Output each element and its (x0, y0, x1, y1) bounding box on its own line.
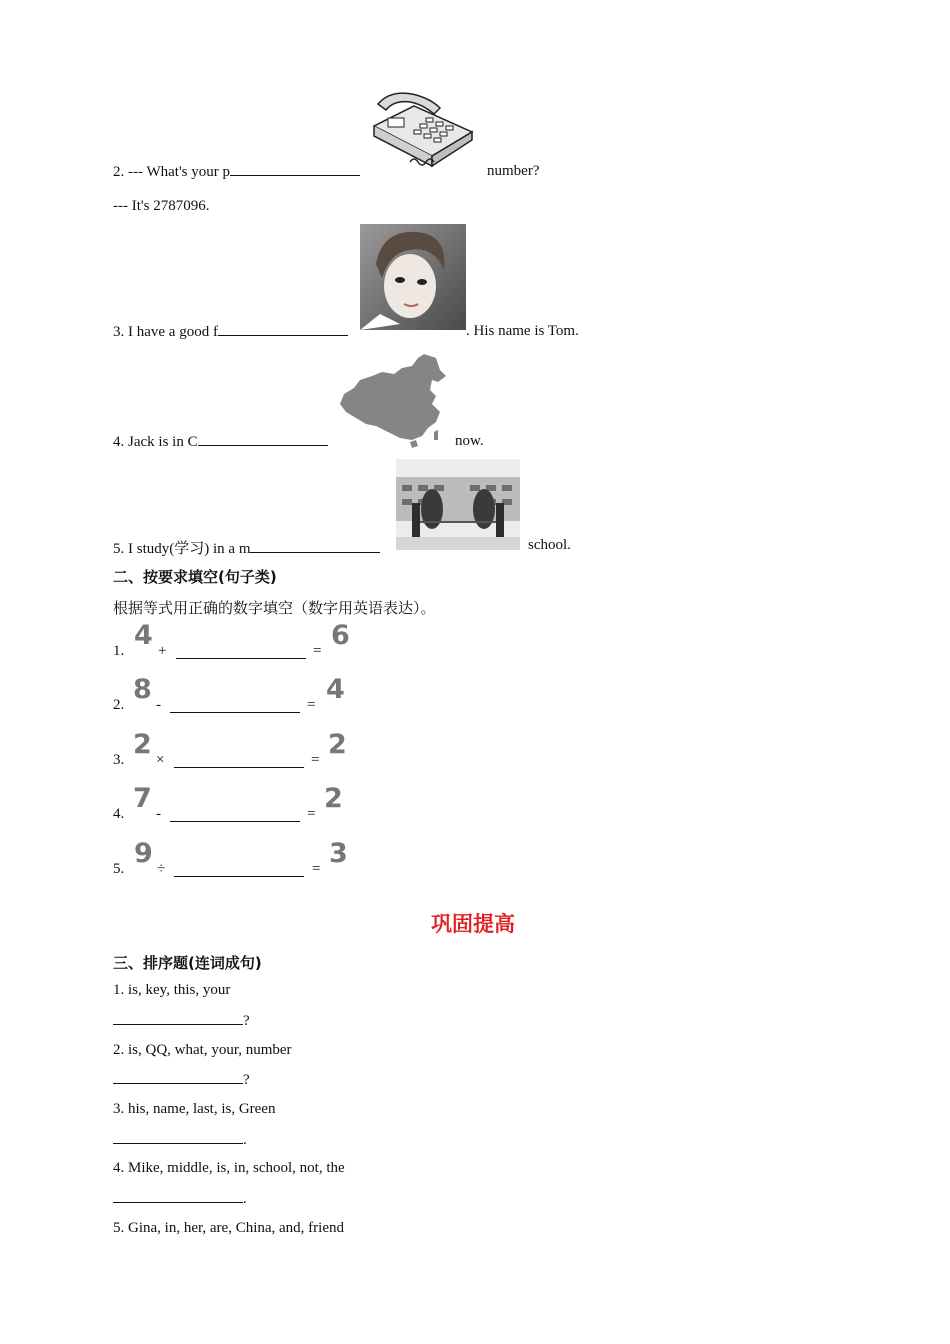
equation-1-equals: = (313, 643, 322, 659)
equation-3-number: 3. (113, 752, 125, 768)
answer-blank-2[interactable] (230, 163, 360, 176)
answer-blank-5[interactable] (250, 540, 380, 553)
reorder-item-3-answer (113, 1131, 247, 1149)
equation-5-operator: ÷ (157, 861, 166, 877)
question-3-prefix: 3. I have a good f (113, 324, 218, 340)
equation-4-right-digit: 2 (324, 783, 343, 814)
reorder-blank-1[interactable] (113, 1012, 243, 1025)
equation-4-number: 4. (113, 806, 125, 822)
question-5 (113, 537, 380, 558)
equation-3-right-digit: 2 (328, 729, 347, 760)
equation-1-left-digit: 4 (134, 620, 153, 651)
question-2-reply: --- It's 2787096. (113, 198, 210, 214)
answer-blank-4[interactable] (198, 433, 328, 446)
question-5-prefix: 5. I study(学习) in a m (113, 541, 251, 557)
equation-2-right-digit: 4 (326, 674, 345, 705)
reorder-item-4-end: . (243, 1191, 247, 1207)
reorder-item-2-words: 2. is, QQ, what, your, number (113, 1042, 292, 1058)
equation-1-right-digit: 6 (331, 620, 350, 651)
equation-1-blank[interactable] (176, 646, 306, 659)
reorder-item-3-end: . (243, 1132, 247, 1148)
question-2-prefix: 2. --- What's your p (113, 164, 230, 180)
friend-photo (360, 224, 466, 330)
question-4-suffix: now. (455, 433, 484, 449)
reorder-blank-4[interactable] (113, 1190, 243, 1203)
equation-4-operator: - (156, 806, 161, 822)
equation-5-equals: = (312, 861, 321, 877)
question-2-suffix: number? (487, 163, 540, 179)
telephone-icon (370, 88, 478, 168)
reorder-item-2-answer (113, 1071, 250, 1089)
reorder-item-1-answer (113, 1012, 250, 1030)
reorder-item-1-words: 1. is, key, this, your (113, 982, 231, 998)
equation-1-number: 1. (113, 643, 125, 659)
question-3-suffix: . His name is Tom. (466, 323, 579, 339)
question-5-suffix: school. (528, 537, 571, 553)
school-photo (396, 459, 520, 550)
equation-4-blank[interactable] (170, 809, 300, 822)
reorder-item-1-end: ? (243, 1013, 250, 1029)
equation-3-left-digit: 2 (133, 729, 152, 760)
equation-3-blank[interactable] (174, 755, 304, 768)
equation-2-equals: = (307, 697, 316, 713)
part2-instruction: 根据等式用正确的数字填空（数字用英语表达）。 (113, 599, 436, 617)
equation-2-blank[interactable] (170, 700, 300, 713)
equation-2-operator: - (156, 697, 161, 713)
part2-heading: 二、按要求填空(句子类) (113, 568, 277, 586)
section-title: 巩固提高 (431, 912, 515, 936)
equation-1-operator: + (158, 643, 167, 659)
equation-3-operator: × (156, 752, 165, 768)
equation-5-number: 5. (113, 861, 125, 877)
question-3 (113, 323, 348, 341)
china-map-icon (336, 352, 448, 448)
reorder-item-3-words: 3. his, name, last, is, Green (113, 1101, 276, 1117)
question-4-prefix: 4. Jack is in C (113, 434, 198, 450)
equation-4-left-digit: 7 (133, 783, 152, 814)
answer-blank-3[interactable] (218, 323, 348, 336)
reorder-blank-3[interactable] (113, 1131, 243, 1144)
reorder-blank-2[interactable] (113, 1071, 243, 1084)
reorder-item-5-words: 5. Gina, in, her, are, China, and, friend (113, 1220, 344, 1236)
equation-3-equals: = (311, 752, 320, 768)
equation-4-equals: = (307, 806, 316, 822)
part3-heading: 三、排序题(连词成句) (113, 954, 262, 972)
equation-2-number: 2. (113, 697, 125, 713)
reorder-item-4-answer (113, 1190, 247, 1208)
equation-5-blank[interactable] (174, 864, 304, 877)
reorder-item-4-words: 4. Mike, middle, is, in, school, not, the (113, 1160, 345, 1176)
question-4 (113, 433, 328, 451)
question-2 (113, 163, 360, 181)
equation-5-left-digit: 9 (134, 838, 153, 869)
reorder-item-2-end: ? (243, 1072, 250, 1088)
equation-2-left-digit: 8 (133, 674, 152, 705)
equation-5-right-digit: 3 (329, 838, 348, 869)
